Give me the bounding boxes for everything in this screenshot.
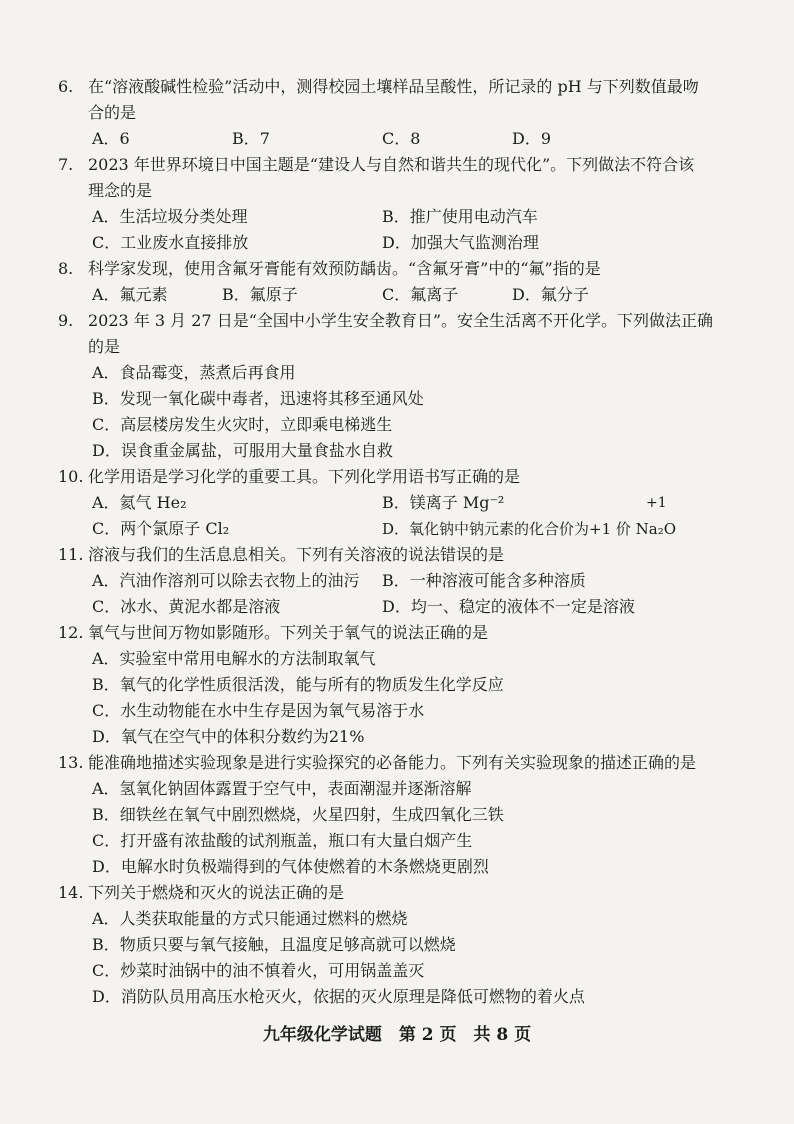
- question-13-option-a: A．氢氧化钠固体露置于空气中，表面潮湿并逐渐溶解: [92, 779, 472, 798]
- valence-mark: +1: [646, 495, 667, 511]
- question-8-stem-line1: 科学家发现，使用含氟牙膏能有效预防龋齿。“含氟牙膏”中的“氟”指的是: [88, 259, 601, 278]
- question-9-stem-line2: 的是: [88, 337, 121, 356]
- question-12-option-a: A．实验室中常用电解水的方法制取氧气: [92, 649, 376, 668]
- question-11-option-d: D．均一、稳定的液体不一定是溶液: [382, 597, 635, 616]
- question-11-option-a: A．汽油作溶剂可以除去衣物上的油污: [92, 571, 360, 590]
- question-10-option-c: C．两个氯原子 Cl₂: [92, 519, 230, 538]
- question-10-option-b: B．镁离子 Mg⁻²: [382, 493, 505, 512]
- question-10-option-d: D．氧化钠中钠元素的化合价为+1 价 Na₂O: [382, 520, 677, 538]
- question-10-number: 10.: [58, 467, 84, 486]
- question-7-option-c: C．工业废水直接排放: [92, 233, 249, 252]
- question-6-option-d: D．9: [512, 129, 552, 148]
- question-13-stem-line1: 能准确地描述实验现象是进行实验探究的必备能力。下列有关实验现象的描述正确的是: [88, 753, 697, 772]
- question-6-stem-line2: 合的是: [88, 103, 137, 122]
- question-11-option-b: B．一种溶液可能含多种溶质: [382, 571, 586, 590]
- question-14-number: 14.: [58, 883, 84, 902]
- question-14-stem-line1: 下列关于燃烧和灭火的说法正确的是: [88, 883, 345, 902]
- question-7-number: 7.: [58, 155, 74, 174]
- question-12-option-d: D．氧气在空气中的体积分数约为21%: [92, 727, 365, 746]
- question-9-stem-line1: 2023 年 3 月 27 日是“全国中小学生安全教育日”。安全生活离不开化学。下列做法正确: [88, 311, 714, 330]
- question-8-option-a: A．氟元素: [92, 285, 168, 304]
- question-9-option-d: D．误食重金属盐，可服用大量食盐水自救: [92, 441, 393, 460]
- question-11-stem-line1: 溶液与我们的生活息息相关。下列有关溶液的说法错误的是: [88, 545, 505, 564]
- question-9-number: 9.: [58, 311, 74, 330]
- question-11-option-c: C．冰水、黄泥水都是溶液: [92, 597, 281, 616]
- question-6-stem-line1: 在“溶液酸碱性检验”活动中，测得校园土壤样品呈酸性，所记录的 pH 与下列数值最吻: [88, 77, 699, 96]
- question-8-option-b: B．氟原子: [222, 285, 298, 304]
- question-11-number: 11.: [58, 545, 84, 564]
- question-7-option-a: A．生活垃圾分类处理: [92, 207, 248, 226]
- question-7-option-d: D．加强大气监测治理: [382, 233, 539, 252]
- question-6-option-b: B．7: [232, 129, 270, 148]
- question-10-option-a: A．氦气 He₂: [92, 493, 187, 512]
- question-13-option-b: B．细铁丝在氧气中剧烈燃烧，火星四射，生成四氧化三铁: [92, 805, 504, 824]
- question-8-option-d: D．氟分子: [512, 285, 589, 304]
- question-12-number: 12.: [58, 623, 84, 642]
- question-7-option-b: B．推广使用电动汽车: [382, 207, 538, 226]
- question-9-option-b: B．发现一氧化碳中毒者，迅速将其移至通风处: [92, 389, 424, 408]
- question-9-option-c: C．高层楼房发生火灾时，立即乘电梯逃生: [92, 415, 393, 434]
- question-13-number: 13.: [58, 753, 84, 772]
- question-6-option-a: A．6: [92, 129, 130, 148]
- question-6-option-c: C．8: [382, 129, 421, 148]
- question-10-stem-line1: 化学用语是学习化学的重要工具。下列化学用语书写正确的是: [88, 467, 521, 486]
- question-14-option-a: A．人类获取能量的方式只能通过燃料的燃烧: [92, 909, 408, 928]
- question-9-option-a: A．食品霉变，蒸煮后再食用: [92, 363, 296, 382]
- question-7-stem-line2: 理念的是: [88, 181, 153, 200]
- question-6-number: 6.: [58, 77, 74, 96]
- question-12-option-c: C．水生动物能在水中生存是因为氧气易溶于水: [92, 701, 425, 720]
- question-7-stem-line1: 2023 年世界环境日中国主题是“建设人与自然和谐共生的现代化”。下列做法不符合该: [88, 155, 695, 174]
- question-12-stem-line1: 氧气与世间万物如影随形。下列关于氧气的说法正确的是: [88, 623, 489, 642]
- question-8-option-c: C．氟离子: [382, 285, 459, 304]
- question-13-option-d: D．电解水时负极端得到的气体使燃着的木条燃烧更剧烈: [92, 857, 489, 876]
- question-13-option-c: C．打开盛有浓盐酸的试剂瓶盖，瓶口有大量白烟产生: [92, 831, 473, 850]
- question-8-number: 8.: [58, 259, 74, 278]
- question-14-option-c: C．炒菜时油锅中的油不慎着火，可用锅盖盖灭: [92, 961, 425, 980]
- page-footer: 九年级化学试题 第 2 页 共 8 页: [262, 1025, 532, 1045]
- question-12-option-b: B．氧气的化学性质很活泼，能与所有的物质发生化学反应: [92, 675, 504, 694]
- question-14-option-b: B．物质只要与氧气接触，且温度足够高就可以燃烧: [92, 935, 456, 954]
- question-14-option-d: D．消防队员用高压水枪灭火，依据的灭火原理是降低可燃物的着火点: [92, 987, 585, 1006]
